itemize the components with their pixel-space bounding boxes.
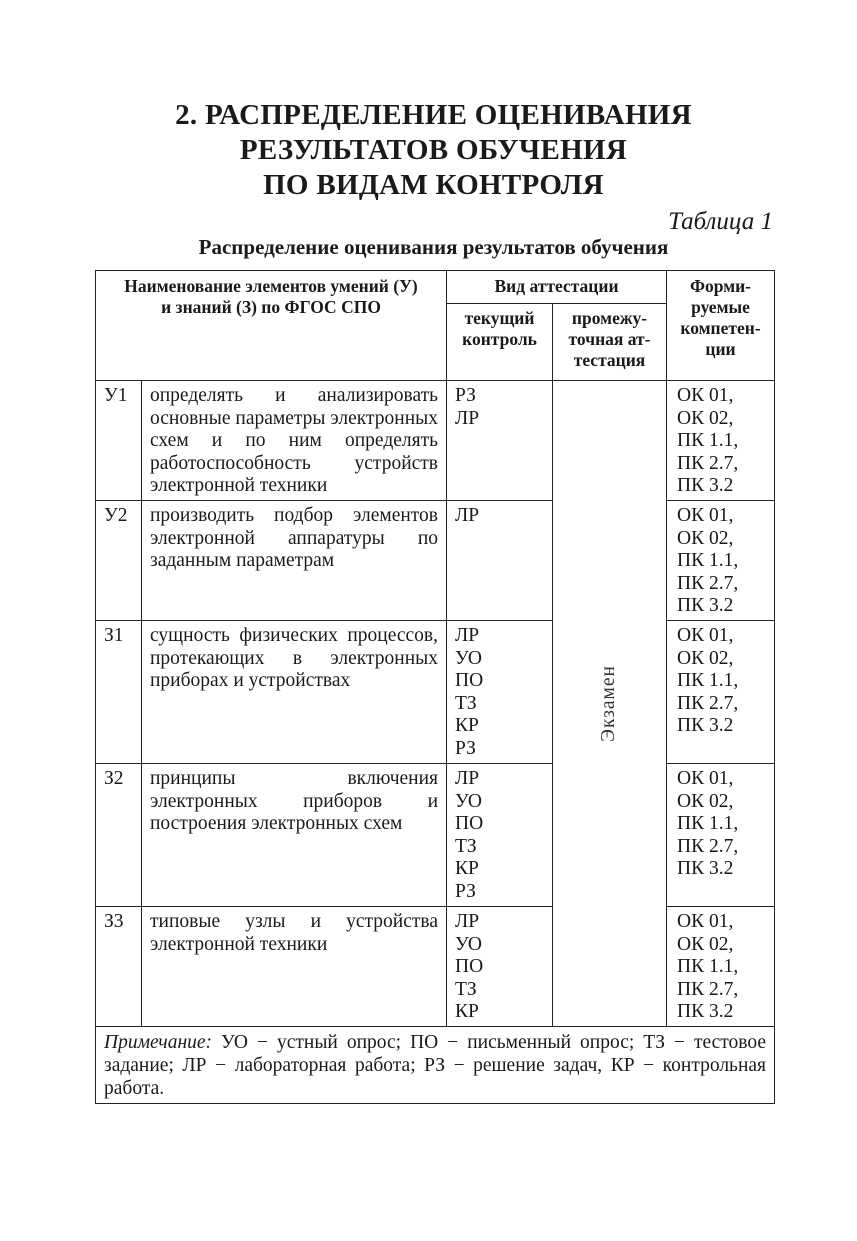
row-description: производить подбор элементов электронной аппаратуры по заданным параметрам	[142, 501, 447, 621]
header-element-name: Наименование элементов умений (У) и знаний (З) по ФГОС СПО	[96, 271, 447, 381]
row-code: З2	[96, 764, 142, 907]
row-description: принципы включения электронных приборов и построения электронных схем	[142, 764, 447, 907]
row-control-forms: ЛР УО ПО ТЗ КР	[447, 907, 553, 1027]
row-control-forms: РЗ ЛР	[447, 381, 553, 501]
row-description: типовые узлы и устройства электронной техники	[142, 907, 447, 1027]
heading-line-2: РЕЗУЛЬТАТОВ ОБУЧЕНИЯ	[239, 134, 628, 166]
row-competencies: ОК 01, ОК 02, ПК 1.1, ПК 2.7, ПК 3.2	[667, 381, 775, 501]
header-current-control: текущий контроль	[447, 303, 553, 380]
row-competencies: ОК 01, ОК 02, ПК 1.1, ПК 2.7, ПК 3.2	[667, 764, 775, 907]
interim-exam-cell	[553, 381, 667, 1027]
row-code: З1	[96, 621, 142, 764]
table-number: Таблица 1	[668, 208, 773, 235]
table-row	[96, 381, 775, 501]
row-control-forms: ЛР	[447, 501, 553, 621]
note-label: Примечание:	[104, 1032, 213, 1053]
row-control-forms: ЛР УО ПО ТЗ КР РЗ	[447, 621, 553, 764]
header-attestation-type: Вид аттестации	[447, 271, 667, 304]
row-competencies: ОК 01, ОК 02, ПК 1.1, ПК 2.7, ПК 3.2	[667, 621, 775, 764]
row-code: З3	[96, 907, 142, 1027]
exam-label: Экзамен	[598, 665, 620, 742]
header-interim-attestation: промежу- точная ат- тестация	[553, 303, 667, 380]
header-competencies: Форми- руемые компетен- ции	[667, 271, 775, 381]
row-code: У1	[96, 381, 142, 501]
assessment-table	[95, 270, 775, 1104]
row-competencies: ОК 01, ОК 02, ПК 1.1, ПК 2.7, ПК 3.2	[667, 907, 775, 1027]
row-description: сущность физических процессов, протекающих в электронных приборах и устройствах	[142, 621, 447, 764]
row-competencies: ОК 01, ОК 02, ПК 1.1, ПК 2.7, ПК 3.2	[667, 501, 775, 621]
heading-line-1: 2. РАСПРЕДЕЛЕНИЕ ОЦЕНИВАНИЯ	[175, 99, 692, 131]
heading-line-3: ПО ВИДАМ КОНТРОЛЯ	[263, 169, 604, 201]
table-note	[96, 1027, 775, 1104]
table-caption: Распределение оценивания результатов обучения	[198, 235, 669, 259]
row-description: определять и анализировать основные параметры электронных схем и по ним определять работоспособность устройств электронной техники	[142, 381, 447, 501]
row-control-forms: ЛР УО ПО ТЗ КР РЗ	[447, 764, 553, 907]
table-row	[96, 501, 775, 621]
table-row	[96, 764, 775, 907]
section-heading	[0, 98, 857, 203]
table-row	[96, 907, 775, 1027]
note-text: УО − устный опрос; ПО − письменный опрос; ТЗ − тестовое задание; ЛР − лабораторная работа; РЗ − решение задач, КР − контрольная работа.	[104, 1032, 767, 1099]
note-row	[96, 1027, 775, 1104]
row-code: У2	[96, 501, 142, 621]
table-row	[96, 621, 775, 764]
